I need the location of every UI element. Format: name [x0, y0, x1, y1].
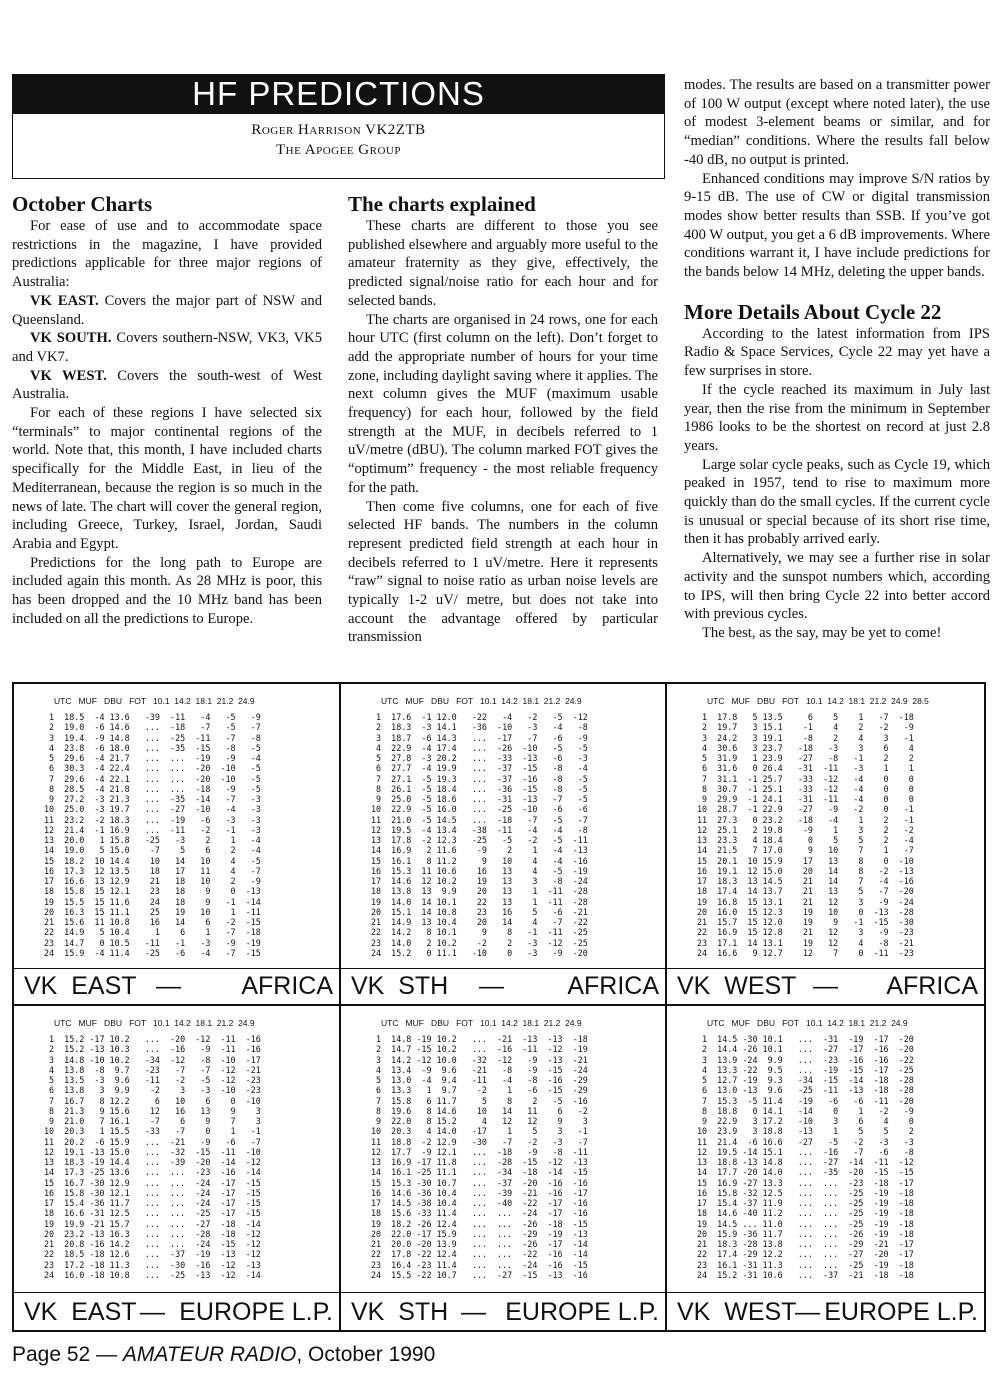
- chart-title: [341, 1294, 665, 1330]
- table-row: 16 15.8 -32 12.5 ... ... -25 -19 -18: [697, 1187, 914, 1198]
- table-row: 12 21.4 -1 16.9 ... -11 -2 -1 -3: [44, 824, 261, 835]
- region-label: VK SOUTH.: [30, 330, 112, 347]
- table-row: 8 21.3 9 15.6 12 16 13 9 3: [44, 1105, 261, 1116]
- table-row: 24 16.0 -18 10.8 ... -25 -13 -12 -14: [44, 1269, 261, 1280]
- table-row: 5 13.5 -3 9.6 -11 -2 -5 -12 -23: [44, 1075, 261, 1085]
- chart-title: [14, 968, 339, 1004]
- table-row: 21 18.3 -28 13.8 ... ... -29 -21 -17: [697, 1239, 914, 1249]
- section-heading-cycle-22: More Details About Cycle 22: [684, 299, 942, 324]
- table-row: 10 20.3 1 15.5 -33 -7 0 1 -1: [44, 1126, 261, 1137]
- paragraph: Large solar cycle peaks, such as Cycle 19, which peaked in 1957, tend to rise to maximum more quickly than do the small cycles. If the current cycle is unusual or special because of its short rise time, then it has probably arrived early.: [684, 456, 990, 548]
- chart-title-dash: —: [479, 972, 504, 1000]
- table-row: 19 19.9 -21 15.7 ... ... -27 -18 -14: [44, 1218, 261, 1229]
- table-row: 18 15.8 15 12.1 23 18 9 0 -13: [44, 886, 261, 897]
- paragraph: According to the latest information from IPS Radio & Space Services, Cycle 22 may yet have a few surprises in store.: [684, 325, 990, 380]
- paragraph: The charts are organised in 24 rows, one for each hour UTC (first column on the left). Don’t forget to add the appropriate number of hours for your time zone, including daylight saving where it applies. The next column gives the MUF (maximum usable frequency) for each hour, followed by the field strength at the MUF, in decibels referred to 1 uV/metre (dBU). The column marked FOT gives the “optimum” frequency - the most reliable frequency for the path.: [348, 311, 658, 496]
- table-row: 18 13.8 13 9.9 20 13 1 -11 -28: [371, 886, 588, 897]
- chart-title-dash: —: [140, 1298, 165, 1326]
- table-row: 22 14.2 8 10.1 9 8 -1 -11 -25: [371, 927, 588, 938]
- table-row: 16 19.1 12 15.0 20 14 8 -2 -13: [697, 865, 914, 876]
- table-row: 2 15.2 -13 10.3 ... -16 -9 -11 -16: [44, 1044, 261, 1055]
- table-row: 5 12.7 -19 9.3 -34 -15 -14 -18 -28: [697, 1075, 914, 1085]
- table-row: 23 16.4 -23 11.4 ... ... -24 -16 -15: [371, 1259, 588, 1270]
- table-row: 21 20.8 -16 14.2 ... ... -24 -15 -12: [44, 1239, 261, 1249]
- table-row: 17 18.3 13 14.5 21 14 7 -4 -16: [697, 876, 914, 886]
- paragraph: modes. The results are based on a transmitter power of 100 W output (except where noted later), the use of modest 3-element beams or similar, and for “median” conditions. Where the results fall below -40 dB, no output is printed.: [684, 77, 990, 168]
- table-row: 3 19.4 -9 14.8 ... -25 -11 -7 -8: [44, 732, 261, 743]
- table-row: 4 13.3 -22 9.5 ... -19 -15 -17 -25: [697, 1064, 914, 1075]
- page-footer: [12, 1342, 435, 1368]
- chart-title-region: VK WEST: [677, 972, 797, 1000]
- table-row: 4 22.9 -4 17.4 ... -26 -10 -5 -5: [371, 742, 588, 753]
- chart-column-headers: UTC MUF DBU FOT 10.1 14.2 18.1 21.2 24.9: [54, 1018, 255, 1028]
- table-row: 14 16.9 2 11.6 -9 2 1 -4 -13: [371, 845, 588, 856]
- table-row: 11 27.3 0 23.2 -18 -4 1 2 -1: [697, 814, 914, 825]
- table-row: 14 17.3 -25 13.6 ... ... -23 -16 -14: [44, 1167, 261, 1178]
- section-heading-october-charts: October Charts: [12, 192, 153, 216]
- table-row: 9 27.2 -3 21.3 ... -35 -14 -7 -3: [44, 794, 261, 804]
- table-row: 23 17.1 14 13.1 19 12 4 -8 -21: [697, 937, 914, 948]
- table-row: 22 18.5 -18 12.6 ... -37 -19 -13 -12: [44, 1249, 261, 1260]
- table-row: 12 19.5 -14 15.1 ... -16 -7 -6 -8: [697, 1146, 914, 1157]
- table-row: 16 15.8 -30 12.1 ... ... -24 -17 -15: [44, 1187, 261, 1198]
- table-row: 6 13.3 1 9.7 -2 1 -6 -15 -29: [371, 1085, 588, 1096]
- table-row: 4 13.4 -9 9.6 -21 -8 -9 -15 -24: [371, 1064, 588, 1075]
- table-row: 9 22.9 3 17.2 -10 3 6 4 0: [697, 1116, 914, 1126]
- table-row: 11 23.2 -2 18.3 ... -19 -6 -3 -3: [44, 814, 261, 825]
- table-row: 1 18.5 -4 13.6 -39 -11 -4 -5 -9: [44, 712, 261, 722]
- chart-title-region: VK WEST: [677, 1298, 797, 1326]
- table-row: 9 22.0 8 15.2 4 12 12 9 3: [371, 1116, 588, 1126]
- magazine-name: AMATEUR RADIO: [122, 1343, 297, 1366]
- author-organisation: The Apogee Group: [276, 142, 401, 158]
- table-row: 15 16.9 -27 13.3 ... ... -23 -18 -17: [697, 1177, 914, 1188]
- table-row: 20 16.3 15 11.1 25 19 10 1 -11: [44, 906, 261, 917]
- table-row: 18 16.6 -31 12.5 ... ... -25 -17 -15: [44, 1208, 261, 1219]
- paragraph: Alternatively, we may see a further rise in solar activity and the sunspot numbers which, according to IPS, will then bring Cycle 22 into better accord with previous cycles.: [684, 550, 990, 623]
- table-row: 8 30.7 -1 25.1 -33 -12 -4 0 0: [697, 783, 914, 794]
- paragraph: Predictions for the long path to Europe are included again this month. As 28 MHz is poor, this has been dropped and the 10 MHz band has been included on all the predictions to Europe.: [12, 554, 322, 627]
- chart-column-headers: UTC MUF DBU FOT 10.1 14.2 18.1 21.2 24.9: [54, 696, 255, 706]
- chart-column-headers: UTC MUF DBU FOT 10.1 14.2 18.1 21.2 24.9 28.5: [707, 696, 929, 706]
- chart-title: [341, 968, 665, 1004]
- table-row: 4 23.8 -6 18.0 ... -35 -15 -8 -5: [44, 742, 261, 753]
- table-row: 1 14.5 -30 10.1 ... -31 -19 -17 -20: [697, 1034, 914, 1044]
- table-row: 2 14.7 -15 10.2 ... -16 -11 -12 -19: [371, 1044, 588, 1055]
- chart-title-dash: —: [461, 1298, 486, 1326]
- table-row: 20 22.0 -17 15.9 ... ... -29 -19 -13: [371, 1228, 588, 1239]
- table-row: 11 20.2 -6 15.9 ... -21 -9 -6 -7: [44, 1136, 261, 1147]
- table-row: 6 13.8 3 9.9 -2 3 -3 -10 -23: [44, 1085, 261, 1096]
- table-row: 22 14.9 5 10.4 1 6 1 -7 -18: [44, 927, 261, 938]
- prediction-charts-grid: [12, 682, 986, 1332]
- table-row: 13 18.8 -13 14.8 ... -27 -14 -11 -12: [697, 1157, 914, 1167]
- chart-column-headers: UTC MUF DBU FOT 10.1 14.2 18.1 21.2 24.9: [381, 696, 582, 706]
- chart-vk-west-europe-lp: [667, 1006, 984, 1330]
- table-row: 9 25.0 -5 18.6 ... -31 -13 -7 -5: [371, 794, 588, 804]
- table-row: 1 14.8 -19 10.2 ... -21 -13 -13 -18: [371, 1034, 588, 1044]
- table-row: 18 15.6 -33 11.4 ... ... -24 -17 -16: [371, 1208, 588, 1219]
- region-vk-south: [12, 329, 322, 366]
- table-row: 11 21.4 -6 16.6 -27 -5 -2 -3 -3: [697, 1136, 914, 1147]
- region-description: Covers the major part of NSW and Queensland.: [12, 292, 322, 328]
- table-row: 11 21.0 -5 14.5 ... -18 -7 -5 -7: [371, 814, 588, 825]
- region-vk-east: [12, 292, 322, 329]
- table-row: 8 19.6 8 14.6 10 14 11 6 -2: [371, 1105, 588, 1116]
- table-row: 16 17.3 12 13.5 18 17 11 4 -7: [44, 865, 261, 876]
- table-row: 13 16.9 -17 11.8 ... -28 -15 -12 -13: [371, 1157, 588, 1167]
- region-label: VK WEST.: [30, 367, 107, 384]
- table-row: 5 29.6 -4 21.7 ... ... -19 -9 -4: [44, 753, 261, 763]
- chart-column-headers: UTC MUF DBU FOT 10.1 14.2 18.1 21.2 24.9: [381, 1018, 582, 1028]
- table-row: 16 14.6 -36 10.4 ... -39 -21 -16 -17: [371, 1187, 588, 1198]
- page-number: Page 52 —: [12, 1343, 123, 1366]
- chart-vk-sth-europe-lp: [341, 1006, 665, 1330]
- table-row: 1 17.6 -1 12.0 -22 -4 -2 -5 -12: [371, 712, 588, 722]
- paragraph: These charts are different to those you see published elsewhere and arguably more useful to the amateur fraternity as they give, effectively, the predicted signal/noise ratio for each hour and for selected bands.: [348, 218, 658, 309]
- table-row: 21 15.7 15 12.0 19 9 -1 -15 -30: [697, 917, 914, 927]
- table-row: 5 31.9 1 23.9 -27 -8 -1 2 2: [697, 753, 914, 763]
- chart-title-region: VK STH: [351, 1298, 449, 1326]
- table-row: 10 25.0 -3 19.7 ... -27 -10 -4 -3: [44, 804, 261, 815]
- chart-table: [697, 712, 914, 958]
- chart-title-destination: AFRICA: [241, 972, 333, 1000]
- table-row: 18 14.6 -40 11.2 ... ... -25 -19 -18: [697, 1208, 914, 1219]
- chart-title-region: VK EAST: [24, 972, 137, 1000]
- table-row: 7 16.7 8 12.2 6 10 6 0 -10: [44, 1095, 261, 1106]
- table-row: 6 31.6 0 26.4 -31 -11 -3 1 1: [697, 763, 914, 774]
- region-description: Covers southern-NSW, VK3, VK5 and VK7.: [12, 330, 323, 365]
- paragraph: Then come five columns, one for each of five selected HF bands. The numbers in the column represent predicted field strength at each hour in decibels referred to 1 uV/metre. Here it represents “raw” signal to noise ratio as urban noise levels are typically 1-2 uV/ metre, but does not take into account the advantage offered by particular transmission: [348, 498, 658, 646]
- chart-title-region: VK STH: [351, 972, 449, 1000]
- table-row: 10 23.9 3 18.8 -13 1 5 5 2: [697, 1126, 914, 1137]
- paragraph: Enhanced conditions may improve S/N ratios by 9-15 dB. The use of CW or digital transmission modes show better results than SSB. If you’ve got 400 W output, you get a 6 dB improvements. Where conditions warrant it, I have include predictions for the bands below 14 MHz, deleting the upper bands.: [684, 170, 990, 281]
- table-row: 3 14.2 -12 10.0 -32 -12 -9 -13 -21: [371, 1054, 588, 1065]
- table-row: 6 30.3 -4 22.4 ... ... -20 -10 -5: [44, 763, 261, 774]
- paragraph: If the cycle reached its maximum in July last year, then the rise from the minimum in September 1986 looks to be the shortest on record at just 2.8 years.: [684, 381, 990, 454]
- table-row: 8 26.1 -5 18.4 ... -36 -15 -8 -5: [371, 783, 588, 794]
- table-row: 14 17.7 -20 14.0 ... -35 -20 -15 -15: [697, 1167, 914, 1178]
- table-row: 20 15.1 14 10.8 23 16 5 -6 -21: [371, 906, 588, 917]
- chart-title: [667, 968, 984, 1004]
- chart-table: [371, 712, 588, 958]
- table-row: 23 17.2 -18 11.3 ... -30 -16 -12 -13: [44, 1259, 261, 1270]
- table-row: 22 16.9 15 12.8 21 12 3 -9 -23: [697, 927, 914, 938]
- table-row: 10 28.7 -1 22.9 -27 -9 -2 0 -1: [697, 804, 914, 815]
- chart-title-region: VK EAST: [24, 1298, 137, 1326]
- chart-table: [371, 1034, 588, 1280]
- region-vk-west: [12, 367, 322, 404]
- chart-title-destination: EUROPE L.P.: [505, 1298, 659, 1326]
- chart-title-dash: —: [813, 972, 838, 1000]
- table-row: 20 23.2 -13 16.3 ... ... -28 -18 -12: [44, 1228, 261, 1239]
- table-row: 15 16.7 -30 12.9 ... ... -24 -17 -15: [44, 1177, 261, 1188]
- table-row: 8 18.8 0 14.1 -14 0 1 -2 -9: [697, 1105, 914, 1116]
- table-row: 24 15.9 -4 11.4 -25 -6 -4 -7 -15: [44, 947, 261, 958]
- table-row: 13 23.3 4 18.4 0 5 5 2 -4: [697, 835, 914, 845]
- table-row: 4 30.6 3 23.7 -18 -3 3 6 4: [697, 742, 914, 753]
- table-row: 3 24.2 3 19.1 -8 2 4 3 -1: [697, 732, 914, 743]
- table-row: 12 17.7 -9 12.1 ... -18 -9 -8 -11: [371, 1146, 588, 1157]
- table-row: 17 16.6 13 12.9 21 18 10 2 -9: [44, 876, 261, 886]
- table-row: 7 31.1 -1 25.7 -33 -12 -4 0 0: [697, 773, 914, 784]
- chart-table: [44, 712, 261, 958]
- author-name: Roger Harrison VK2ZTB: [251, 122, 426, 138]
- table-row: 13 20.0 1 15.8 -25 -3 2 1 -4: [44, 835, 261, 845]
- chart-title-destination: AFRICA: [567, 972, 659, 1000]
- table-row: 15 16.1 8 11.2 9 10 4 -4 -16: [371, 855, 588, 866]
- table-row: 12 25.1 2 19.8 -9 1 3 2 -2: [697, 824, 914, 835]
- table-row: 7 29.6 -4 22.1 ... ... -20 -10 -5: [44, 773, 261, 784]
- table-row: 17 14.6 12 10.2 19 13 3 -8 -24: [371, 876, 588, 886]
- table-row: 17 15.4 -36 11.7 ... ... -24 -17 -15: [44, 1198, 261, 1208]
- table-row: 7 27.1 -5 19.3 ... -37 -16 -8 -5: [371, 773, 588, 784]
- table-row: 21 20.0 -20 13.9 ... ... -26 -17 -14: [371, 1239, 588, 1249]
- table-row: 21 15.6 11 10.8 16 14 6 -2 -15: [44, 917, 261, 927]
- table-row: 8 28.5 -4 21.8 ... ... -18 -9 -5: [44, 783, 261, 794]
- table-row: 19 16.8 15 13.1 21 12 3 -9 -24: [697, 896, 914, 907]
- table-row: 1 15.2 -17 10.2 ... -20 -12 -11 -16: [44, 1034, 261, 1044]
- table-row: 2 14.4 -26 10.1 ... -27 -17 -16 -20: [697, 1044, 914, 1055]
- table-row: 14 19.0 5 15.0 -7 5 6 2 -4: [44, 845, 261, 856]
- article-column-3: [684, 76, 990, 643]
- table-row: 10 22.9 -5 16.0 ... -25 -10 -6 -6: [371, 804, 588, 815]
- page-title: HF PREDICTIONS: [12, 74, 665, 114]
- chart-title: [667, 1294, 984, 1330]
- table-row: 19 14.0 14 10.1 22 13 1 -11 -28: [371, 896, 588, 907]
- table-row: 3 13.9 -24 9.9 ... -23 -16 -16 -22: [697, 1054, 914, 1065]
- table-row: 2 18.3 -3 14.1 -36 -10 -3 -4 -8: [371, 722, 588, 733]
- table-row: 6 27.7 -4 19.9 ... -37 -15 -8 -4: [371, 763, 588, 774]
- chart-table: [44, 1034, 261, 1280]
- table-row: 17 15.4 -37 11.9 ... ... -25 -19 -18: [697, 1198, 914, 1208]
- chart-vk-sth-africa: [341, 684, 665, 1004]
- table-row: 5 13.0 -4 9.4 -11 -4 -8 -16 -29: [371, 1075, 588, 1085]
- region-description: Covers the south-west of West Australia.: [12, 367, 322, 403]
- chart-vk-east-europe-lp: [14, 1006, 339, 1330]
- table-row: 23 14.0 2 10.2 -2 2 -3 -12 -25: [371, 937, 588, 948]
- table-row: 19 15.5 15 11.6 24 18 9 -1 -14: [44, 896, 261, 907]
- table-row: 3 18.7 -6 14.3 ... -17 -7 -6 -9: [371, 732, 588, 743]
- table-row: 18 17.4 14 13.7 21 13 5 -7 -20: [697, 886, 914, 897]
- table-row: 14 21.5 7 17.0 9 10 7 1 -7: [697, 845, 914, 856]
- article-column-2: [348, 192, 658, 647]
- table-row: 13 17.8 -2 12.3 -25 -5 -2 -5 -11: [371, 835, 588, 845]
- table-row: 20 15.9 -36 11.7 ... ... -26 -19 -18: [697, 1228, 914, 1239]
- chart-table: [697, 1034, 914, 1280]
- table-row: 11 18.8 -2 12.9 -30 -7 -2 -3 -7: [371, 1136, 588, 1147]
- paragraph: The best, as the say, may be yet to come!: [702, 624, 942, 641]
- table-row: 2 19.0 -6 14.6 ... -18 -7 -5 -7: [44, 722, 261, 733]
- table-row: 6 13.0 -13 9.6 -25 -11 -13 -18 -28: [697, 1085, 914, 1096]
- article-column-1: [12, 192, 322, 628]
- table-row: 19 18.2 -26 12.4 ... ... -26 -18 -15: [371, 1218, 588, 1229]
- table-row: 21 14.9 13 10.4 20 14 4 -7 -22: [371, 917, 588, 927]
- paragraph: For each of these regions I have selected six “terminals” to major continental regions of the world. Note that, this month, I have included charts specifically for the Middle East, in lieu of the Mediterranean, because the region is so much in the news of late. The chart will cover the general region, including Greece, Turkey, Israel, Jordan, Saudi Arabia and Egypt.: [12, 405, 322, 552]
- table-row: 22 17.4 -29 12.2 ... ... -27 -20 -17: [697, 1249, 914, 1260]
- chart-title-destination: EUROPE L.P.: [179, 1298, 333, 1326]
- chart-title-destination: AFRICA: [886, 972, 978, 1000]
- table-row: 7 15.8 6 11.7 5 8 2 -5 -16: [371, 1095, 588, 1106]
- region-label: VK EAST.: [30, 292, 99, 309]
- chart-column-headers: UTC MUF DBU FOT 10.1 14.2 18.1 21.2 24.9: [707, 1018, 908, 1028]
- table-row: 24 15.2 0 11.1 -10 0 -3 -9 -20: [371, 947, 588, 958]
- table-row: 24 16.6 9 12.7 12 7 0 -11 -23: [697, 947, 914, 958]
- issue-date: , October 1990: [296, 1343, 436, 1366]
- table-row: 13 18.3 -19 14.4 ... -39 -20 -14 -12: [44, 1157, 261, 1167]
- table-row: 9 29.9 -1 24.1 -31 -11 -4 0 0: [697, 794, 914, 804]
- chart-title-destination: EUROPE L.P.: [824, 1298, 978, 1326]
- table-row: 19 14.5 ... 11.0 ... ... -25 -19 -18: [697, 1218, 914, 1229]
- table-row: 20 16.0 15 12.3 19 10 0 -13 -28: [697, 906, 914, 917]
- table-row: 22 17.8 -22 12.4 ... ... -22 -16 -14: [371, 1249, 588, 1260]
- table-row: 14 16.1 -25 11.1 ... -34 -18 -14 -15: [371, 1167, 588, 1178]
- table-row: 12 19.5 -4 13.4 -38 -11 -4 -4 -8: [371, 824, 588, 835]
- table-row: 5 27.8 -3 20.2 ... -33 -13 -6 -3: [371, 753, 588, 763]
- table-row: 12 19.1 -13 15.0 ... -32 -15 -11 -10: [44, 1146, 261, 1157]
- table-row: 17 14.5 -38 10.4 ... -40 -22 -17 -16: [371, 1198, 588, 1208]
- table-row: 24 15.5 -22 10.7 ... -27 -15 -13 -16: [371, 1269, 588, 1280]
- table-row: 15 15.3 -30 10.7 ... -37 -20 -16 -16: [371, 1177, 588, 1188]
- table-row: 15 18.2 10 14.4 10 14 10 4 -5: [44, 855, 261, 866]
- table-row: 24 15.2 -31 10.6 ... -37 -21 -18 -18: [697, 1269, 914, 1280]
- table-row: 1 17.8 5 13.5 6 5 1 -7 -18: [697, 712, 914, 722]
- paragraph: For ease of use and to accommodate space restrictions in the magazine, I have provided predictions applicable for three major regions of Australia:: [12, 218, 322, 291]
- chart-vk-east-africa: [14, 684, 339, 1004]
- table-row: 16 15.3 11 10.6 16 13 4 -5 -19: [371, 865, 588, 876]
- chart-vk-west-africa: [667, 684, 984, 1004]
- table-row: 2 19.7 3 15.1 -1 4 2 -2 -9: [697, 722, 914, 733]
- table-row: 23 16.1 -31 11.3 ... ... -25 -19 -18: [697, 1259, 914, 1270]
- table-row: 4 13.8 -8 9.7 -23 -7 -7 -12 -21: [44, 1064, 261, 1075]
- byline-box: [12, 114, 665, 179]
- table-row: 7 15.3 -5 11.4 -19 -6 -6 -11 -20: [697, 1095, 914, 1106]
- section-heading-charts-explained: The charts explained: [348, 192, 536, 216]
- chart-title-dash: —: [156, 972, 181, 1000]
- table-row: 23 14.7 0 10.5 -11 -1 -3 -9 -19: [44, 937, 261, 948]
- table-row: 3 14.8 -10 10.2 -34 -12 -8 -10 -17: [44, 1054, 261, 1065]
- table-row: 10 20.3 4 14.0 -17 1 5 3 -1: [371, 1126, 588, 1137]
- table-row: 9 21.0 7 16.1 -7 6 9 7 3: [44, 1116, 261, 1126]
- table-row: 15 20.1 10 15.9 17 13 8 0 -10: [697, 855, 914, 866]
- chart-title-dash: —: [795, 1298, 820, 1326]
- chart-title: [14, 1294, 339, 1330]
